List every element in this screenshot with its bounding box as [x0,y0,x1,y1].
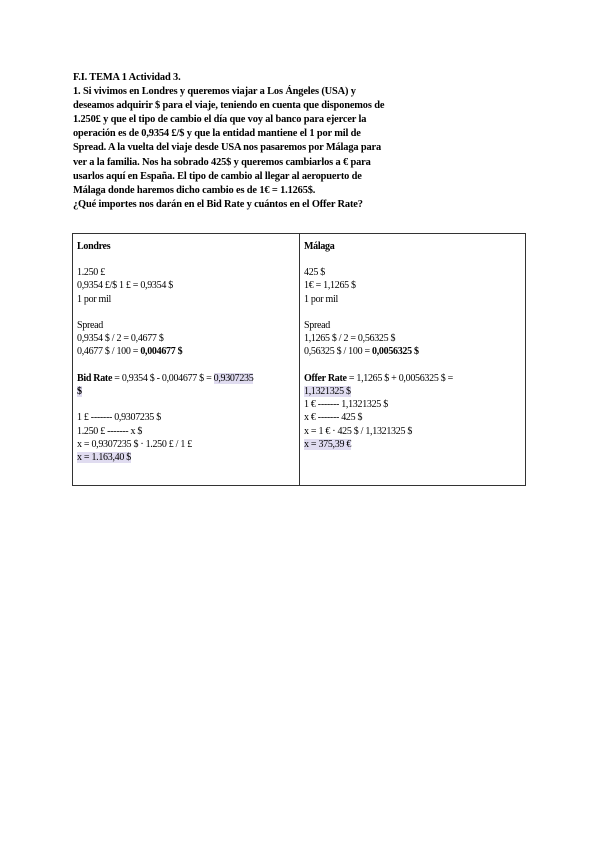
statement-line: Málaga donde haremos dicho cambio es de 1€ = 1.1265$. [73,184,316,196]
malaga-result-line [304,438,521,451]
londres-spread-calc-1: 0,9354 $ / 2 = 0,4677 $ [77,333,164,345]
question-line: ¿Qué importes nos darán en el Bid Rate y cuántos en el Offer Rate? [73,198,363,210]
londres-rule-2: 1.250 £ ------- x $ [77,425,143,437]
exercise-statement [73,71,433,212]
londres-spread-calc-2-prefix: 0,4677 $ / 100 = [77,346,141,358]
exercise-title: F.I. TEMA 1 Actividad 3. [73,72,181,83]
bid-rate-calc: = 0,9354 $ - 0,004677 $ = [112,372,214,384]
offer-rate-result-line [304,385,521,398]
malaga-result: x = 375,39 € [304,438,352,450]
malaga-column [300,234,525,485]
malaga-spread-result: 0,0056325 $ [372,346,419,358]
bid-rate-unit: $ [77,386,82,397]
londres-formula: x = 0,9307235 $ · 1.250 £ / 1 £ [77,438,192,450]
malaga-spread-label: Spread [304,320,330,331]
malaga-amount: 425 $ [304,267,326,279]
bid-rate-label: Bid Rate [77,372,113,384]
statement-line: usarlos aquí en España. El tipo de cambio al llegar al aeropuerto de [73,170,362,182]
bid-rate-line [77,372,295,385]
statement-line: operación es de 0,9354 £/$ y que la entidad mantiene el 1 por mil de [73,128,361,140]
malaga-spread-calc-2-prefix: 0,56325 $ / 100 = [304,346,373,358]
solution-table [72,233,526,486]
londres-amount: 1.250 £ [77,267,105,279]
statement-line: 1.250£ y que el tipo de cambio el día que voy al banco para ejercer la [73,114,367,126]
londres-title: Londres [77,241,111,252]
bid-rate-result: 0,9307235 [213,372,254,384]
malaga-rule-2: x € ------- 425 $ [304,412,363,424]
londres-spread-label: Spread [77,320,103,331]
statement-line: ver a la familia. Nos ha sobrado 425$ y queremos cambiarlos a € para [73,156,371,168]
offer-rate-label: Offer Rate [304,372,347,384]
malaga-spread-calc-2 [304,345,521,358]
londres-spread-calc-2 [77,345,295,358]
malaga-title: Málaga [304,241,335,252]
statement-line: 1. Si vivimos en Londres y queremos viajar a Los Ángeles (USA) y [73,86,356,98]
malaga-rate: 1€ = 1,1265 $ [304,280,356,292]
londres-column [73,234,300,485]
londres-result-line [77,451,295,464]
malaga-formula: x = 1 € · 425 $ / 1,1321325 $ [304,425,413,437]
londres-result: x = 1.163,40 $ [77,452,131,463]
malaga-spread-calc-1: 1,1265 $ / 2 = 0,56325 $ [304,333,396,345]
malaga-spread-rule: 1 por mil [304,293,338,305]
londres-rate: 0,9354 £/$ 1 £ = 0,9354 $ [77,280,173,292]
londres-spread-result: 0,004677 $ [140,346,183,358]
offer-rate-calc: = 1,1265 $ + 0,0056325 $ = [346,372,453,384]
offer-rate-line [304,372,521,385]
offer-rate-result: 1,1321325 $ [304,386,351,397]
statement-line: Spread. A la vuelta del viaje desde USA nos pasaremos por Málaga para [73,142,382,154]
londres-spread-rule: 1 por mil [77,293,111,305]
statement-line: deseamos adquirir $ para el viaje, teniendo en cuenta que disponemos de [73,100,385,112]
londres-rule-1: 1 £ ------- 0,9307235 $ [77,412,161,424]
malaga-rule-1: 1 € ------- 1,1321325 $ [304,399,388,411]
